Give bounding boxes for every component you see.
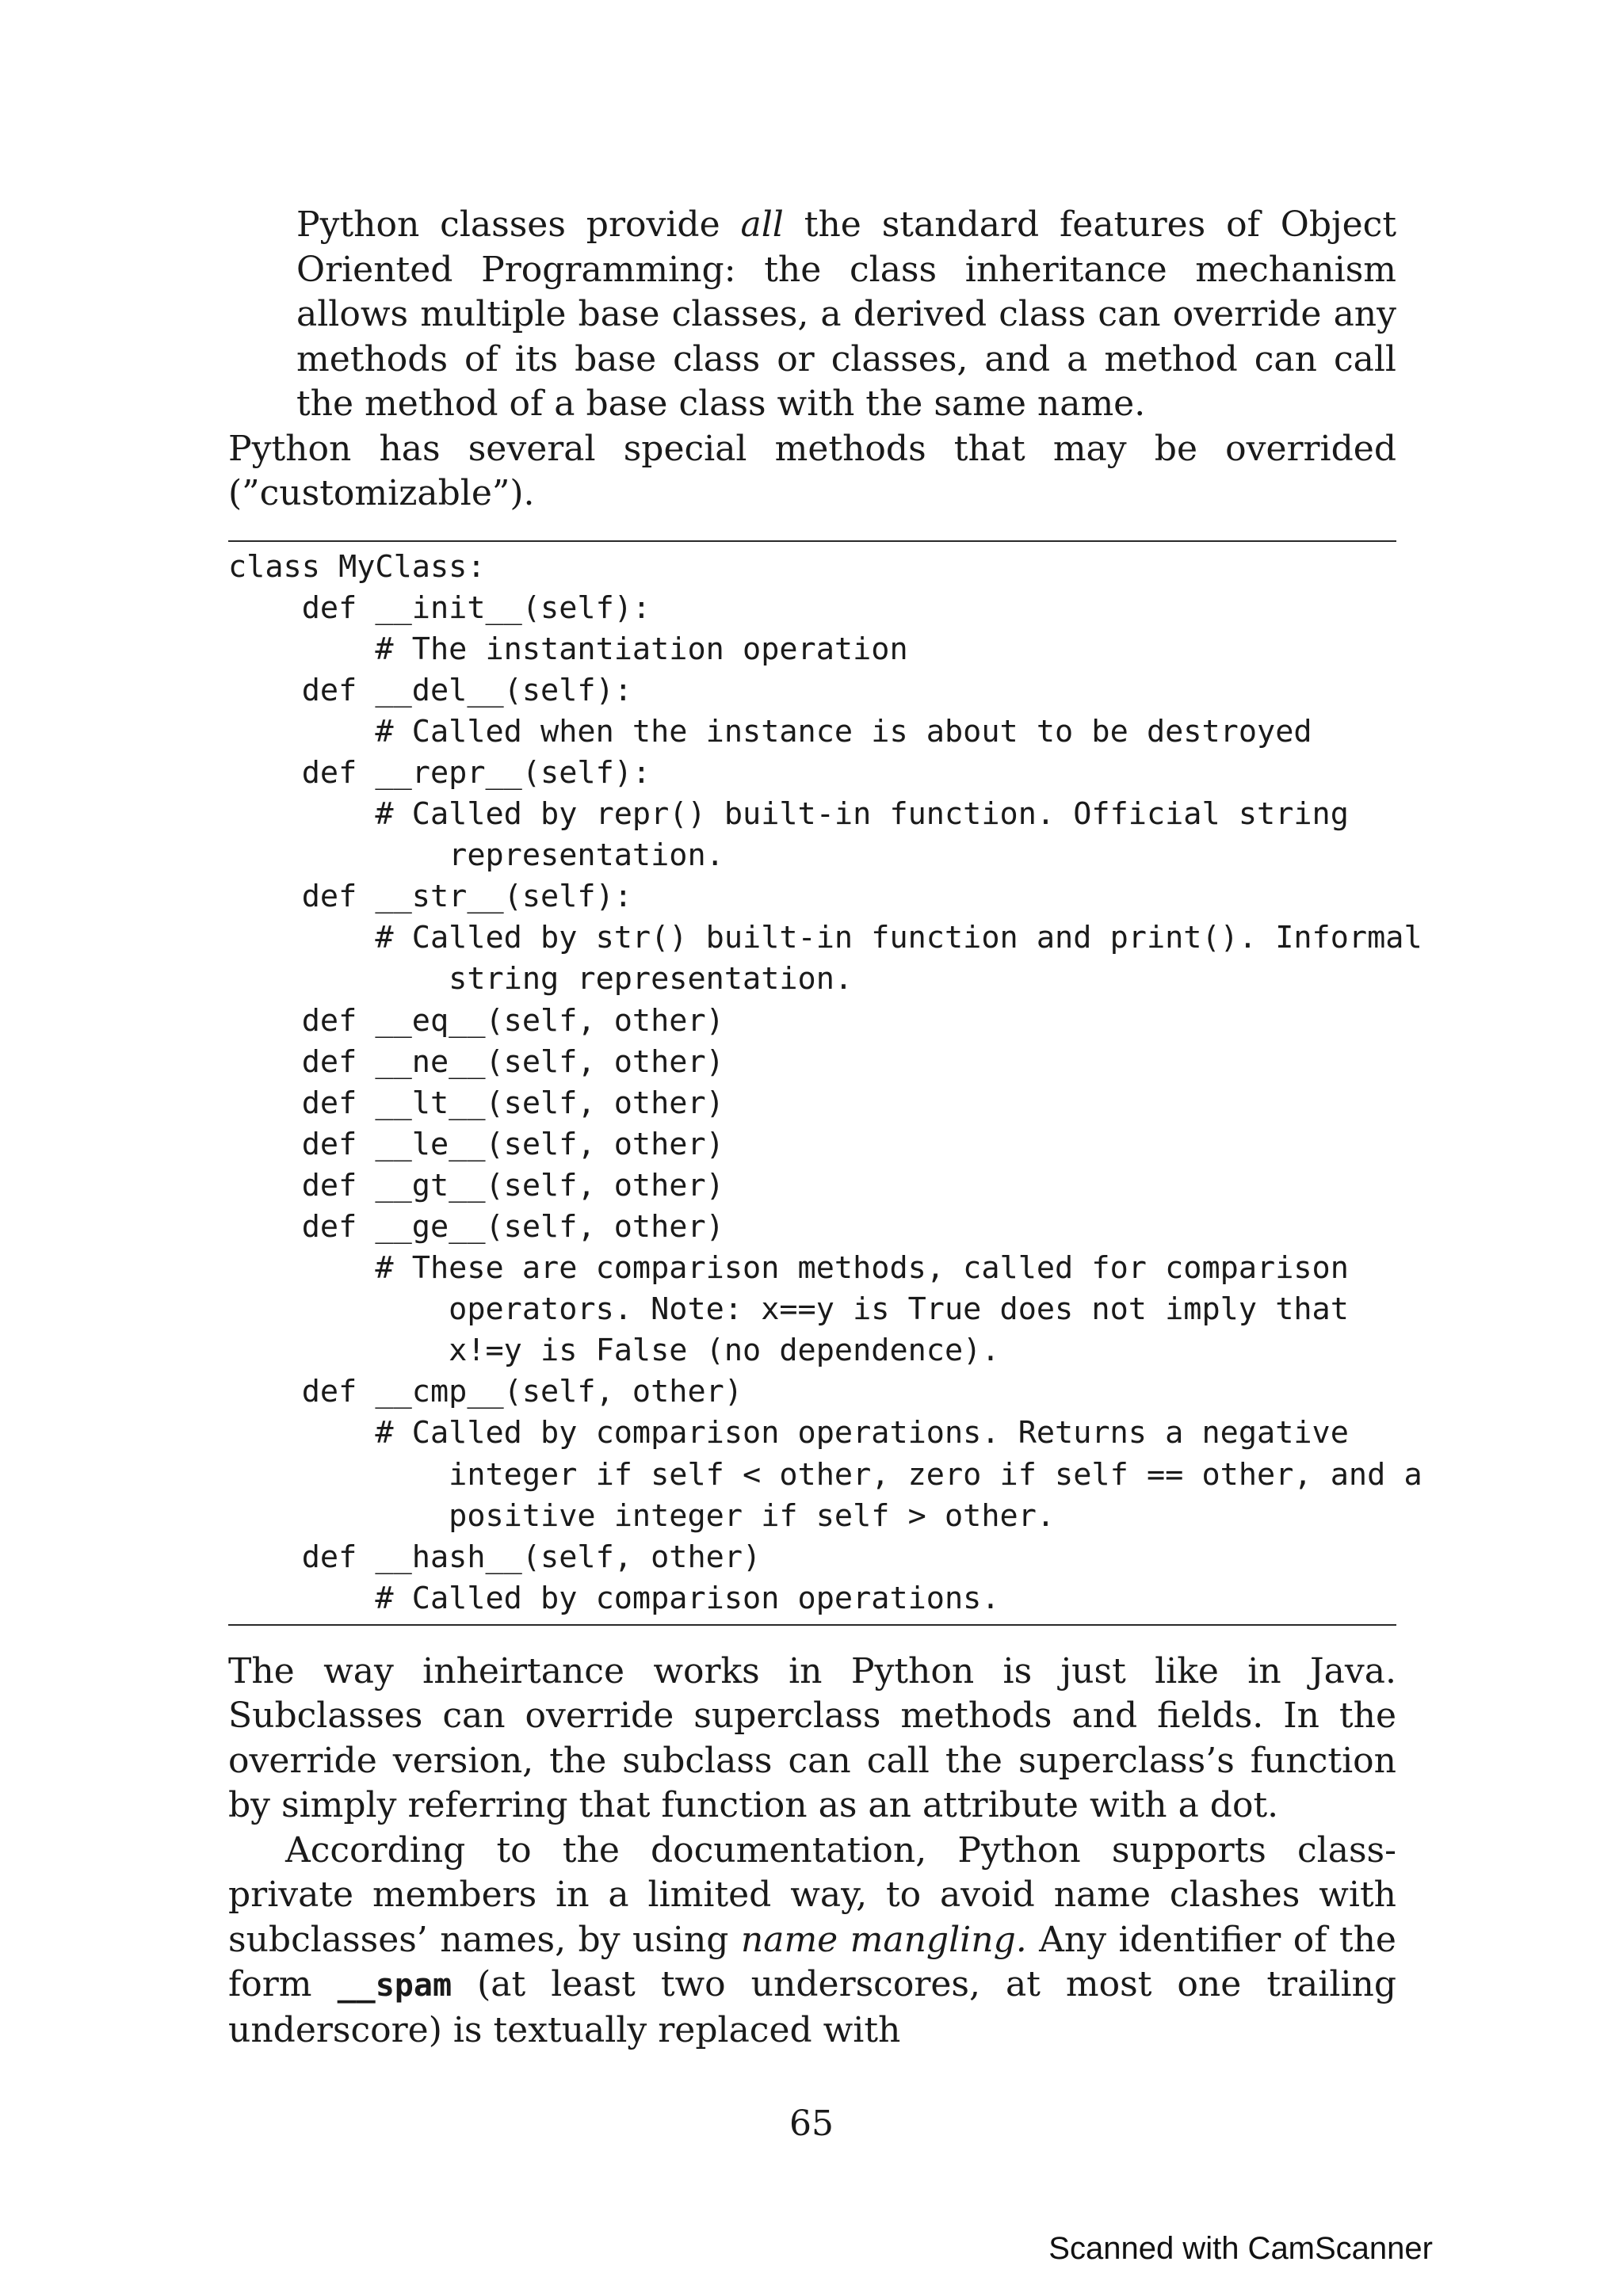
code-line: x!=y is False (no dependence).	[228, 1333, 1000, 1369]
code-line: operators. Note: x==y is True does not imply that	[228, 1291, 1349, 1328]
quote-paragraph	[296, 203, 1396, 427]
code-line: def __hash__(self, other)	[228, 1539, 762, 1575]
code-line: def __ne__(self, other)	[228, 1043, 724, 1080]
code-line: def __le__(self, other)	[228, 1126, 724, 1162]
intro-paragraph: Python has several special methods that may be overrided (”customizable”).	[228, 428, 1396, 513]
page-number: 65	[789, 2103, 834, 2144]
code-line: def __eq__(self, other)	[228, 1002, 724, 1039]
quote-block	[296, 203, 1396, 427]
code-line: def __del__(self):	[228, 672, 632, 708]
code-line: # These are comparison methods, called for comparison	[228, 1250, 1349, 1287]
code-line: positive integer if self > other.	[228, 1497, 1056, 1534]
scanner-watermark: Scanned with CamScanner	[1048, 2231, 1433, 2266]
code-line: def __str__(self):	[228, 879, 632, 915]
mangling-text-1: According to the documentation, Python supports class-private members in a limited way, to avoid name clashes with subclasses’ names, by using	[228, 1829, 1396, 1960]
code-line: def __repr__(self):	[228, 754, 651, 791]
mangling-text-2: Any identifier of the form	[228, 1919, 1396, 2005]
inline-code-spam: __spam	[337, 1967, 453, 2004]
code-line: string representation.	[228, 961, 854, 997]
quote-emphasis: all	[740, 204, 784, 245]
inheritance-paragraph: The way inheirtance works in Python is just like in Java. Subclasses can override superclass methods and fields. In the override version, the subclass can call the superclass’s function by simply referring that function as an attribute with a dot.	[228, 1650, 1396, 1826]
code-line: def __init__(self):	[228, 589, 651, 626]
code-line: def __gt__(self, other)	[228, 1167, 724, 1203]
code-line: def __ge__(self, other)	[228, 1209, 724, 1245]
mangling-text-3: (at least two underscores, at most one trailing underscore) is textually replaced with	[228, 1964, 1396, 2050]
code-line: # Called by comparison operations. Returns a negative	[228, 1415, 1349, 1451]
code-bottom-rule	[228, 1624, 1396, 1626]
code-line: representation.	[228, 837, 724, 874]
code-line: # Called by repr() built-in function. Official string	[228, 796, 1349, 833]
name-mangling-paragraph	[228, 1829, 1396, 2054]
code-line: # Called by str() built-in function and print(). Informal	[228, 920, 1423, 956]
code-line: def __cmp__(self, other)	[228, 1374, 743, 1410]
code-listing	[228, 547, 1423, 1619]
page-content	[228, 203, 1423, 2053]
code-line: class MyClass:	[228, 548, 486, 585]
quote-text-1: Python classes provide	[296, 204, 741, 245]
code-top-rule	[228, 540, 1396, 542]
quote-text-2: the standard features of Object Oriented Programming: the class inheritance mechanism allows multiple base classes, a derived class can override any methods of its base class or classes, and a method can call the method of a base class with the same name.	[296, 204, 1397, 424]
mangling-emphasis: name mangling.	[740, 1919, 1027, 1960]
code-line: # Called by comparison operations.	[228, 1580, 1000, 1616]
code-line: integer if self < other, zero if self == other, and a	[228, 1456, 1423, 1493]
code-line: # The instantiation operation	[228, 631, 908, 667]
code-line: def __lt__(self, other)	[228, 1085, 724, 1121]
code-line: # Called when the instance is about to be destroyed	[228, 713, 1312, 749]
